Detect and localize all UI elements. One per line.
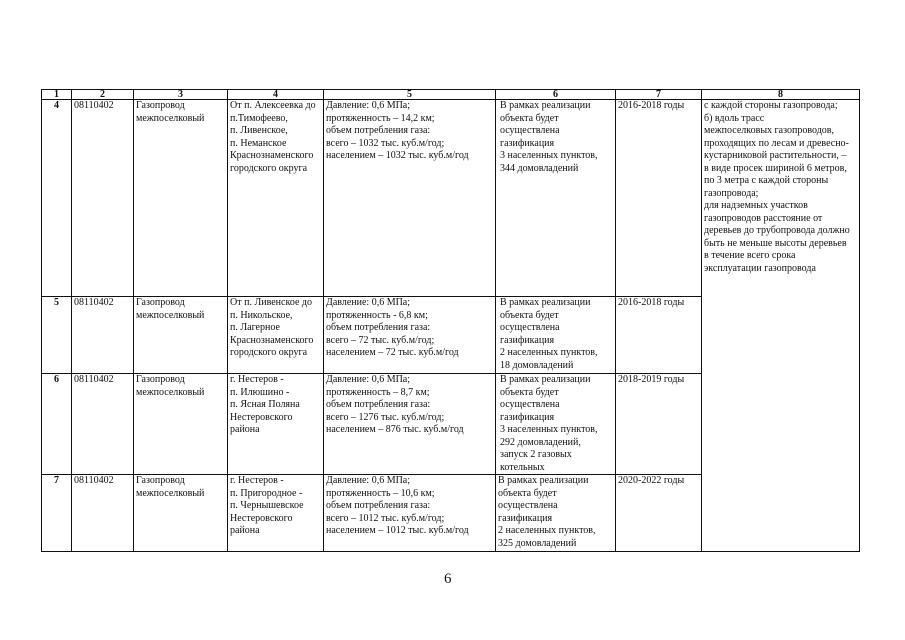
object-cell: Газопровод межпоселковый [134, 297, 228, 374]
requirements-cell: с каждой стороны газопровода; б) вдоль трасс межпоселковых газопроводов, проходящих по лесам и древесно- кустарниковой растительности, – в виде просек шириной 6 метров, по 3 метра с каждой стороны газопровода; для надземных участков газопроводов расстояние от деревьев до трубопровода должно быть не меньше высоты деревьев в течение всего срока эксплуатации газопровода [702, 100, 860, 552]
code-cell: 08110402 [72, 475, 134, 552]
years-cell: 2016-2018 годы [616, 297, 702, 374]
years-cell: 2018-2019 годы [616, 374, 702, 475]
page-number: 6 [444, 571, 452, 587]
col-header: 1 [42, 90, 72, 100]
object-cell: Газопровод межпоселковый [134, 374, 228, 475]
route-cell: г. Нестеров - п. Илюшино - п. Ясная Поляна Нестеровского района [228, 374, 324, 475]
row-number: 4 [42, 100, 72, 297]
table-row [42, 100, 860, 297]
data-table [41, 89, 860, 552]
object-cell: Газопровод межпоселковый [134, 100, 228, 297]
object-cell: Газопровод межпоселковый [134, 475, 228, 552]
col-header: 2 [72, 90, 134, 100]
col-header: 5 [324, 90, 496, 100]
col-header: 4 [228, 90, 324, 100]
code-cell: 08110402 [72, 100, 134, 297]
row-number: 5 [42, 297, 72, 374]
route-cell: От п. Ливенское до п. Никольское, п. Лагерное Краснознаменского городского округа [228, 297, 324, 374]
goal-cell: В рамках реализации объекта будет осуществлена газификация 3 населенных пунктов, 292 домовладений, запуск 2 газовых котельных [496, 374, 616, 475]
header-row [42, 90, 860, 100]
params-cell: Давление: 0,6 МПа; протяженность – 14,2 км; объем потребления газа: всего – 1032 тыс. куб.м/год; населением – 1032 тыс. куб.м/год [324, 100, 496, 297]
goal-cell: В рамках реализации объекта будет осуществлена газификация 2 населенных пунктов, 18 домовладений [496, 297, 616, 374]
params-cell: Давление: 0,6 МПа; протяженность – 10,6 км; объем потребления газа: всего – 1012 тыс. куб.м/год; населением – 1012 тыс. куб.м/год [324, 475, 496, 552]
code-cell: 08110402 [72, 297, 134, 374]
col-header: 8 [702, 90, 860, 100]
row-number: 7 [42, 475, 72, 552]
code-cell: 08110402 [72, 374, 134, 475]
years-cell: 2016-2018 годы [616, 100, 702, 297]
params-cell: Давление: 0,6 МПа; протяженность – 8,7 км; объем потребления газа: всего – 1276 тыс. куб.м/год; населением – 876 тыс. куб.м/год [324, 374, 496, 475]
goal-cell: В рамках реализации объекта будет осуществлена газификация 3 населенных пунктов, 344 домовладений [496, 100, 616, 297]
route-cell: От п. Алексеевка до п.Тимофеево, п. Ливенское, п. Неманское Краснознаменского городского округа [228, 100, 324, 297]
route-cell: г. Нестеров - п. Пригородное - п. Чернышевское Нестеровского района [228, 475, 324, 552]
row-number: 6 [42, 374, 72, 475]
params-cell: Давление: 0,6 МПа; протяженность - 6,8 км; объем потребления газа: всего – 72 тыс. куб.м/год; населением – 72 тыс. куб.м/год [324, 297, 496, 374]
col-header: 6 [496, 90, 616, 100]
col-header: 7 [616, 90, 702, 100]
goal-cell: В рамках реализации объекта будет осуществлена газификация 2 населенных пунктов, 325 домовладений [496, 475, 616, 552]
years-cell: 2020-2022 годы [616, 475, 702, 552]
col-header: 3 [134, 90, 228, 100]
